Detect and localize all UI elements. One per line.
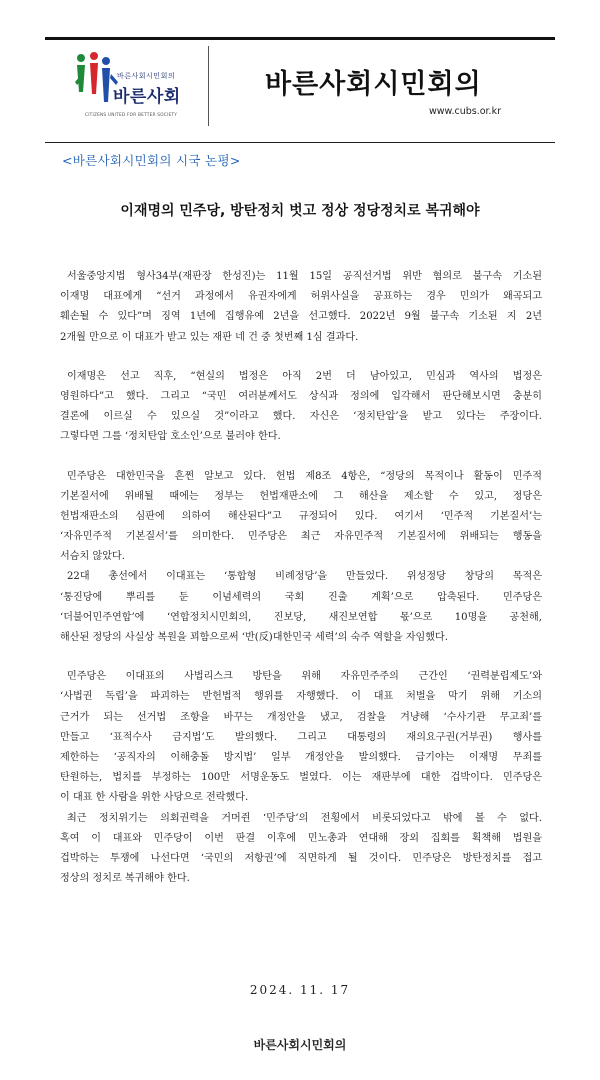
text-line: 영원하다”고 했다. 그리고 “국민 여러분께서도 상식과 정의에 입각해서 판단해보시면 충분히	[60, 390, 542, 402]
text-line: ‘통진당에 뿌리를 둔 이념세력의 국회 진출 계획’으로 압축된다. 민주당은	[60, 591, 542, 603]
header-top-rule	[45, 37, 555, 40]
text-line: 민주당은 대한민국을 흔쩐 알보고 있다. 헌법 제8조 4항은, “정당의 목적이나 활동이 민주적	[67, 470, 542, 482]
header-bottom-rule	[45, 142, 555, 143]
text-line: ‘사법권 독립’을 파괴하는 반헌법적 행위를 자행했다. 이 대표 처벌을 막기 위해 기소의	[60, 691, 542, 703]
text-line: 해산된 정당의 사실상 복원을 꾀함으로써 ‘반(反)대한민국 세력’의 숙주 역할을 자임했다.	[60, 632, 448, 643]
text-line: 제한하는 ‘공직자의 이해충돌 방지법’ 일부 개정안을 발의했다. 급기야는 이재명 무죄를	[60, 751, 542, 763]
text-line: 이재명 대표에게 “선거 과정에서 유권자에게 허위사실을 공표하는 경우 민의가 왜곡되고	[60, 291, 542, 303]
text-line: 겁박하는 투쟁에 나선다면 ‘국민의 저항권’에 직면하게 될 것이다. 민주당은 방탄정치를 접고	[60, 852, 542, 864]
paragraph	[60, 667, 542, 808]
logo-small-text: 바른사회시민회의	[117, 72, 176, 80]
text-line: 근거가 되는 선거법 조항을 바꾸는 개정안을 냈고, 검찰을 겨냥해 ‘수사기관 무고죄’를	[60, 711, 542, 723]
logo-main-text: 바른사회	[113, 87, 181, 107]
text-line: 서슴치 않았다.	[60, 551, 125, 563]
text-line: ‘더불어민주연합’에 ‘연합정치시민회의, 진보당, 새진보연합 몫’으로 10명을 공천해,	[60, 611, 542, 623]
paragraph	[60, 467, 542, 568]
letterhead	[45, 44, 555, 134]
text-line: 22대 총선에서 이대표는 ‘통합형 비례정당’을 만들었다. 위성정당 창당의 목적은	[67, 571, 542, 583]
text-line: 결론에 이르실 수 있으실 것”이라고 했다. 자신은 ‘정치탄압’을 받고 있다는 주장이다.	[60, 411, 542, 423]
text-line: 이 대표 한 사람을 위한 사당으로 전락했다.	[60, 792, 249, 804]
website-url[interactable]: www.cubs.or.kr	[429, 106, 501, 117]
text-line: 이재명은 선고 직후, “현실의 법정은 아직 2번 더 남아있고, 민심과 역사의 법정은	[67, 370, 542, 382]
paragraph	[60, 567, 542, 648]
paragraph	[60, 809, 542, 890]
organization-logo	[73, 52, 193, 122]
text-line: 그렇다면 그를 ‘정치탄압 호소인’으로 불러야 한다.	[60, 431, 281, 443]
signature: 바른사회시민회의	[253, 1038, 347, 1052]
headline: 이재명의 민주당, 방탄정치 벗고 정상 정당정치로 복귀해야	[120, 203, 480, 219]
text-line: 기본질서에 위배될 때에는 정부는 헌법재판소에 그 해산을 제소할 수 있고, 정당은	[60, 490, 542, 502]
text-line: 정상의 정치로 복귀해야 한다.	[60, 873, 190, 885]
text-line: ‘자유민주적 기본질서’를 의미한다. 민주당은 최근 자유민주적 기본질서에 위배되는 행동을	[60, 531, 542, 543]
header-divider	[208, 46, 209, 126]
text-line: 헌법재판소의 심판에 의하여 해산된다”고 규정되어 있다. 여기서 ‘민주적 기본질서’는	[60, 510, 542, 522]
statement-body	[60, 267, 542, 908]
text-line: 서울중앙지법 형사34부(재판장 한성진)는 11월 15일 공직선거법 위반 혐의로 불구속 기소된	[67, 271, 542, 282]
text-line: 최근 정치위기는 의회권력을 거머쥔 ‘민주당’의 전횡에서 비롯되었다고 밖에 볼 수 없다.	[67, 812, 542, 824]
text-line: 혹여 이 대표와 민주당이 이번 판결 이후에 민노총과 연대해 장외 집회를 획책해 법원을	[60, 832, 542, 844]
logo-english-text: CITIZENS UNITED FOR BETTER SOCIETY	[85, 113, 178, 118]
text-line: 탄원하는, 법치를 부정하는 100만 서명운동도 벌였다. 이는 재판부에 대한 겁박이다. 민주당은	[60, 772, 542, 784]
text-line: 민주당은 이대표의 사법리스크 방탄을 위해 자유민주주의 근간인 ‘권력분립제도’와	[67, 671, 542, 683]
text-line: 만들고 ‘표적수사 금지법’도 발의했다. 그리고 대통령의 재의요구권(거부권) 행사를	[60, 731, 542, 743]
issue-date: 2024. 11. 17	[249, 983, 351, 997]
text-line: 2개월 만으로 이 대표가 받고 있는 재판 네 건 중 첫번째 1심 결과다.	[60, 331, 359, 343]
section-tag: <바른사회시민회의 시국 논평>	[62, 153, 241, 168]
text-line: 훼손될 수 있다”며 징역 1년에 집행유예 2년을 선고했다. 2022년 9월 불구속 기소된 지 2년	[60, 311, 542, 323]
organization-name: 바른사회시민회의	[265, 69, 482, 100]
paragraph	[60, 267, 542, 348]
paragraph	[60, 367, 542, 448]
